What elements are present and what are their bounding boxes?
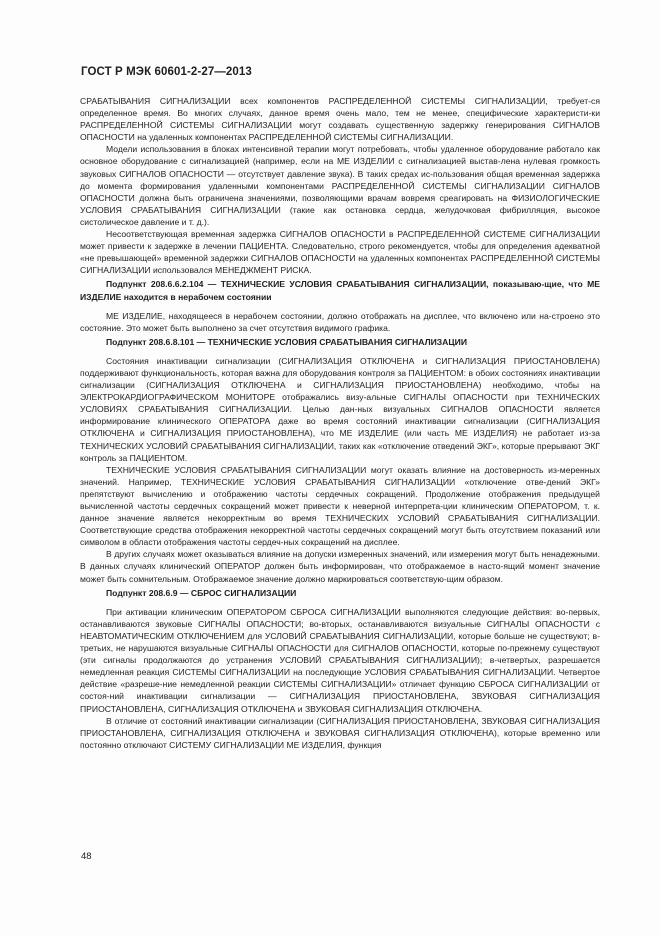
paragraph-alarm-reset: При активации клиническим ОПЕРАТОРОМ СБРОСА СИГНАЛИЗАЦИИ выполняются следующие действия: во-первых, останавливаются звуковые СИГНАЛЫ ОПАСНОСТИ; во-вторых, останавливаются визуальные СИГНАЛЫ ОПАСНОСТИ с НЕАВТОМАТИЧЕСКИМ ОТКЛЮЧЕНИЕМ для УСЛОВИЙ СРАБАТЫВАНИЯ СИГНАЛИЗАЦИИ, которые больше не существуют; в-третьих, не нарушаются визуальные СИГНАЛЫ ОПАСНОСТИ для СИГНАЛОВ ОПАСНОСТИ, которые по-прежнему существуют (эти сигналы продолжаются до устранения УСЛОВИЙ СРАБАТЫВАНИЯ СИГНАЛИЗАЦИИ); в-четвертых, разрешается немедленная реакция СИСТЕМЫ СИГНАЛИЗАЦИИ на последующие УСЛОВИЯ СРАБАТЫВАНИЯ СИГНАЛИЗАЦИИ. Четвертое действие «разреше-ние немедленной реакции СИСТЕМЫ СИГНАЛИЗАЦИИ» отличает функцию СБРОСА СИГНАЛИЗАЦИИ от состоя-ний инактивации сигнализации — СИГНАЛИЗАЦИЯ ПРИОСТАНОВЛЕНА, ЗВУКОВАЯ СИГНАЛИЗАЦИЯ ПРИОСТАНОВЛЕНА, СИГНАЛИЗАЦИЯ ОТКЛЮЧЕНА и ЗВУКОВАЯ СИГНАЛИЗАЦИЯ ОТКЛЮЧЕНА.: [80, 606, 600, 714]
page-body: [80, 95, 600, 751]
standard-header: ГОСТ Р МЭК 60601-2-27—2013: [81, 66, 252, 78]
paragraph-time-delay: Несоответствующая временная задержка СИГНАЛОВ ОПАСНОСТИ в РАСПРЕДЕЛЕННОЙ СИСТЕМЕ СИГНАЛИЗАЦИИ может привести к задержке в лечении ПАЦИЕНТА. Следовательно, строго рекомендуется, чтобы для определения адекватной «не превышающей» временной задержки СИГНАЛОВ ОПАСНОСТИ на удаленных компонентах РАСПРЕДЕЛЕННОЙ СИСТЕМЫ СИГНАЛИЗАЦИИ использовался МЕНЕДЖМЕНТ РИСКА.: [80, 229, 600, 276]
subclause-heading-208-6-8-101: Подпункт 208.6.8.101 — ТЕХНИЧЕСКИЕ УСЛОВИЯ СРАБАТЫВАНИЯ СИГНАЛИЗАЦИИ: [106, 336, 468, 347]
paragraph-in-contrast: В отличие от состояний инактивации сигнализации (СИГНАЛИЗАЦИЯ ПРИОСТАНОВЛЕНА, ЗВУКОВАЯ СИГНАЛИЗАЦИЯ ПРИОСТАНОВЛЕНА, СИГНАЛИЗАЦИЯ ОТКЛЮЧЕНА и ЗВУКОВАЯ СИГНАЛИЗАЦИЯ ОТКЛЮЧЕНА), которые временно или постоянно отключают СИСТЕМУ СИГНАЛИЗАЦИИ МЕ ИЗДЕЛИЯ, функция: [80, 715, 600, 750]
subclause-heading-208-6-9: Подпункт 208.6.9 — СБРОС СИГНАЛИЗАЦИИ: [106, 587, 297, 598]
paragraph-measurement-validity: ТЕХНИЧЕСКИЕ УСЛОВИЯ СРАБАТЫВАНИЯ СИГНАЛИЗАЦИИ могут оказать влияние на достоверность из-меренных значений. Например, ТЕХНИЧЕСКИЕ УСЛОВИЯ СРАБАТЫВАНИЯ СИГНАЛИЗАЦИИ «отключение отве-дений ЭКГ» препятствуют вычислению и отображению частоты сердечных сокращений. Продолжение отображения предыдущей вычисленной частоты сердечных сокращений может привести к неверной интерпрета-ции клиническим ОПЕРАТОРОМ, т. к. данное значение является некорректным во время ТЕХНИЧЕСКИХ УСЛОВИЙ СРАБАТЫВАНИЯ СИГНАЛИЗАЦИИ. Соответствующие средства отображения некорректной частоты сердечных сокращений могут быть отсутствием показаний или символом в области отображения частоты сердеч-ных сокращений на дисплее.: [80, 464, 600, 548]
paragraph-other-cases: В других случаях может оказываться влияние на допуски измеренных значений, или измерения могут быть ненадежными. В данных случаях клинический ОПЕРАТОР должен быть информирован, что отображаемое в насто-ящий момент значение может быть сомнительным. Отображаемое значение должно маркироваться соответствую-щим образом.: [80, 549, 600, 584]
paragraph-continuation: СРАБАТЫВАНИЯ СИГНАЛИЗАЦИИ всех компонентов РАСПРЕДЕЛЕННОЙ СИСТЕМЫ СИГНАЛИЗАЦИИ, требует-ся определенное время. Во многих случаях, данное время очень мало, тем не менее, специфические характеристи-ки РАСПРЕДЕЛЕННОЙ СИСТЕМЫ СИГНАЛИЗАЦИИ могут создавать существенную задержку генерирования СИГНАЛОВ ОПАСНОСТИ на удаленных компонентах РАСПРЕДЕЛЕННОЙ СИСТЕМЫ СИГНАЛИЗАЦИИ.: [80, 96, 600, 143]
subclause-heading-208-6-6-2-104: Подпункт 208.6.6.2.104 — ТЕХНИЧЕСКИЕ УСЛОВИЯ СРАБАТЫВАНИЯ СИГНАЛИЗАЦИИ, показываю-щие, что МЕ ИЗДЕЛИЕ находится в нерабочем состоянии: [80, 279, 600, 302]
paragraph-nonworking-state: МЕ ИЗДЕЛИЕ, находящееся в нерабочем состоянии, должно отображать на дисплее, что включено или на-строено это состояние. Это может быть выполнено за счет отсутствия видимого графика.: [80, 310, 600, 333]
paragraph-usage-models: Модели использования в блоках интенсивной терапии могут потребовать, чтобы удаленное оборудование работало как основное оборудование с сигнализацией (например, если на МЕ ИЗДЕЛИИ с сигнализацией выстав-лена нулевая громкость звуковых СИГНАЛОВ ОПАСНОСТИ — отсутствует давление звука). В таких средах ис-пользования общая временная задержка до момента формирования удаленными компонентами РАСПРЕДЕЛЕННОЙ СИСТЕМЫ СИГНАЛИЗАЦИИ СИГНАЛОВ ОПАСНОСТИ должна быть ограничена значениями, позволяющими врачам вовремя среагировать на ФИЗИОЛОГИЧЕСКИЕ УСЛОВИЯ СРАБАТЫВАНИЯ СИГНАЛИЗАЦИИ (такие как остановка сердца, желудочковая фибрилляция, высокое систолическое давление и т. д.).: [80, 144, 600, 227]
page-number: 48: [81, 851, 92, 862]
paragraph-inactivation-states: Состояния инактивации сигнализации (СИГНАЛИЗАЦИЯ ОТКЛЮЧЕНА и СИГНАЛИЗАЦИЯ ПРИОСТАНОВЛЕНА) поддерживают функциональность, которая важна для оборудования контроля за ПАЦИЕНТОМ: в обоих состояниях инактивации сигнализации (СИГНАЛИЗАЦИЯ ОТКЛЮЧЕНА и СИГНАЛИЗАЦИЯ ПРИОСТАНОВЛЕНА) необходимо, чтобы на ЭЛЕКТРОКАРДИОГРАФИЧЕСКОМ МОНИТОРЕ отображались визу-альные СИГНАЛЫ ОПАСНОСТИ при ТЕХНИЧЕСКИХ УСЛОВИЯХ СРАБАТЫВАНИЯ СИГНАЛИЗАЦИИ. Целью дан-ных визуальных СИГНАЛОВ ОПАСНОСТИ является информирование клинического ОПЕРАТОРА даже во время состояний инактивации сигнализации (СИГНАЛИЗАЦИЯ ОТКЛЮЧЕНА и СИГНАЛИЗАЦИЯ ПРИОСТАНОВЛЕНА), что МЕ ИЗДЕЛИЕ (или часть МЕ ИЗДЕЛИЯ) не работает из-за ТЕХНИЧЕСКИХ УСЛОВИЙ СРАБАТЫВАНИЯ СИГНАЛИЗАЦИИ, таких как «отключение отведений ЭКГ», которые прерывают ЭКГ контроль за ПАЦИЕНТОМ.: [80, 355, 600, 463]
